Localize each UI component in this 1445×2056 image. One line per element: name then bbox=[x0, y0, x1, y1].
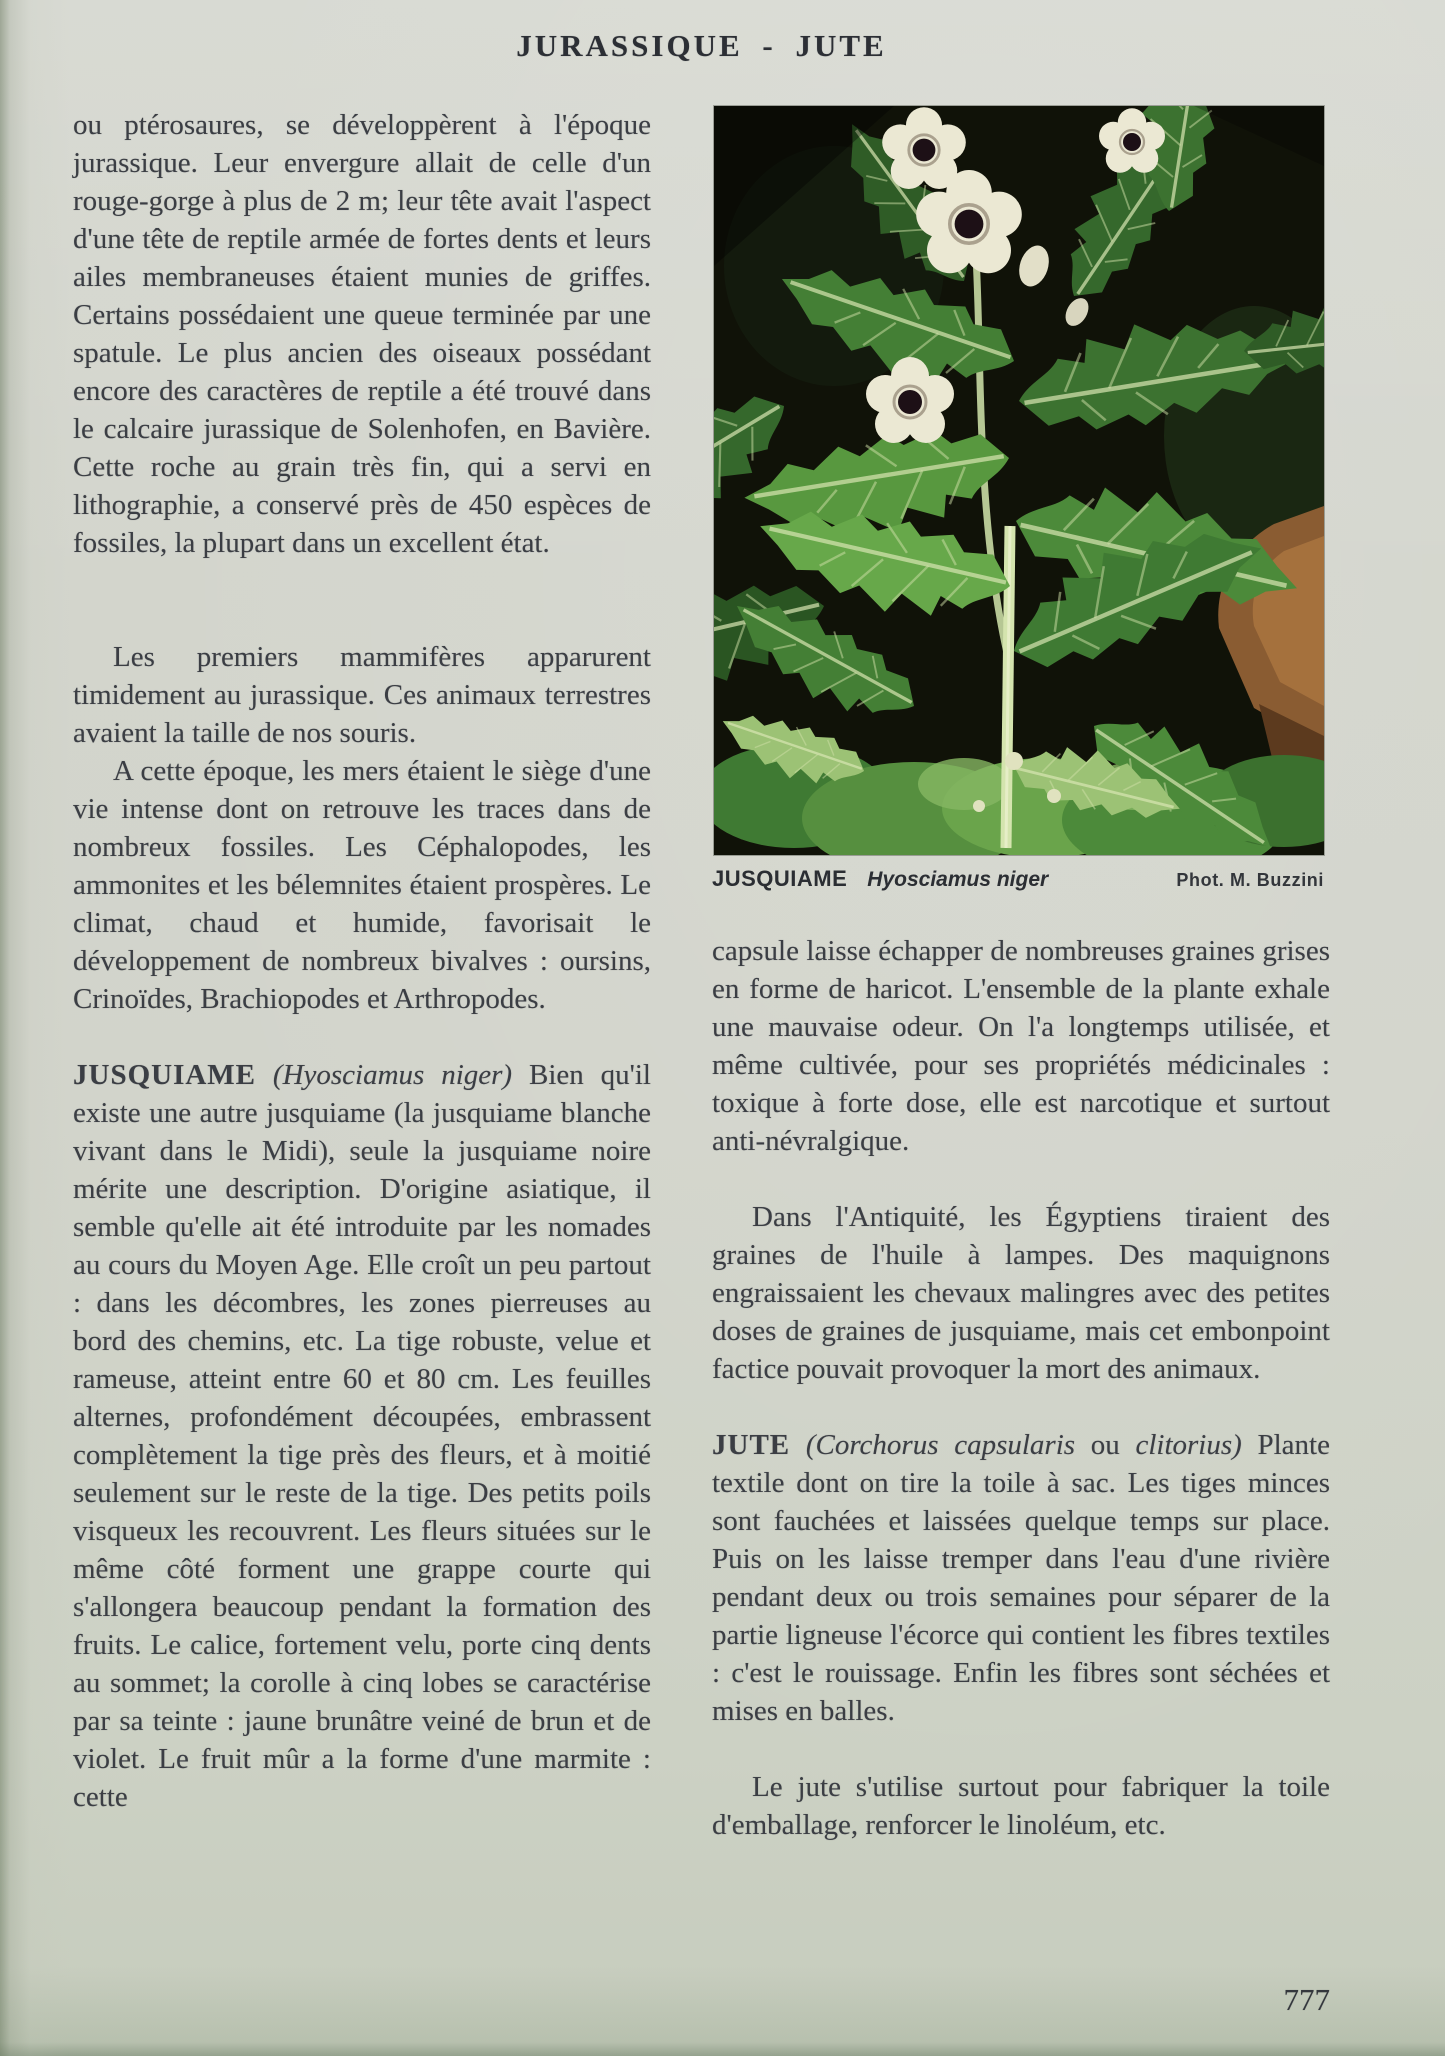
photo-caption-title bbox=[712, 866, 1048, 892]
henbane-plant-illustration bbox=[714, 106, 1324, 855]
jusquiame-entry-text: Bien qu'il existe une autre jusquiame (la jusquiame blanche vivant dans le Midi), seule la jusquiame noire mérite une description. D'origine asiatique, il semble qu'elle ait été introduite par les nomades au cours du Moyen Age. Elle croît un peu partout : dans les décombres, les zones pierreuses au bord des chemins, etc. La tige robuste, velue et rameuse, atteint entre 60 et 80 cm. Les feuilles alternes, profondément découpées, embrassent complètement la tige près des fleurs, et à moitié seulement sur le reste de la tige. Des petits poils visqueux les recouvrent. Les fleurs situées sur le même côté forment une grappe courte qui s'allongera beaucoup pendant la formation des fruits. Le calice, fortement velu, porte cinq dents au sommet; la corolle à cinq lobes se caractérise par sa teinte : jaune brunâtre veiné de brun et de violet. Le fruit mûr a la forme d'une marmite : cette bbox=[73, 1059, 651, 1813]
jusquiame-entry-latin: (Hyosciamus niger) bbox=[272, 1059, 513, 1091]
jute-entry-latin-a: (Corchorus capsularis bbox=[805, 1429, 1076, 1461]
jurassique-paragraph-3: A cette époque, les mers étaient le siège d'une vie intense dont on retrouve les traces dans de nombreux fossiles. Les Céphalopodes, les ammonites et les bélemnites étaient prospères. Le climat, chaud et humide, favorisait le développement de nombreux bivalves : oursins, Crinoïdes, Brachiopodes et Arthropodes. bbox=[73, 755, 651, 1015]
jusquiame-continuation-paragraph-2: Dans l'Antiquité, les Égyptiens tiraient des graines de l'huile à lampes. Des maquignons engraissaient les chevaux malingres avec des petites doses de graines de jusquiame, mais cet embonpoint factice pouvait provoquer la mort des animaux. bbox=[712, 1201, 1330, 1385]
page-header: JURASSIQUE - JUTE bbox=[516, 28, 887, 63]
henbane-plant-photo bbox=[714, 106, 1324, 855]
jurassique-paragraph-1: ou ptérosaures, se développèrent à l'époque jurassique. Leur envergure allait de celle d'un rouge-gorge à plus de 2 m; leur tête avait l'aspect d'une tête de reptile armée de fortes dents et leurs ailes membraneuses étaient munies de griffes. Certains possédaient une queue terminée par une spatule. Le plus ancien des oiseaux possédant encore des caractères de reptile a été trouvé dans le calcaire jurassique de Solenhofen, en Bavière. Cette roche au grain très fin, qui a servi en lithographie, a conservé près de 450 espèces de fossiles, la plupart dans un excellent état. bbox=[73, 109, 651, 559]
jute-entry-conjunction: ou bbox=[1090, 1429, 1120, 1461]
jute-entry-latin-b: clitorius) bbox=[1135, 1429, 1242, 1461]
photo-credit: Phot. M. Buzzini bbox=[1176, 870, 1324, 890]
page-number: 777 bbox=[1283, 1982, 1330, 2017]
photo-caption-term: JUSQUIAME bbox=[712, 866, 848, 891]
jusquiame-entry bbox=[73, 1056, 651, 1892]
left-column bbox=[73, 106, 651, 1892]
jurassique-paragraph-2: Les premiers mammifères apparurent timidement au jurassique. Ces animaux terrestres avaient la taille de nos souris. bbox=[73, 641, 651, 749]
jusquiame-continuation-paragraph-1: capsule laisse échapper de nombreuses graines grises en forme de haricot. L'ensemble de la plante exhale une mauvaise odeur. On l'a longtemps utilisée, et même cultivée, pour ses propriétés médicinales : toxique à forte dose, elle est narcotique et surtout anti-névralgique. bbox=[712, 935, 1330, 1157]
jusquiame-entry-term: JUSQUIAME bbox=[73, 1059, 257, 1091]
photo-caption-latin: Hyosciamus niger bbox=[867, 868, 1049, 891]
photo-caption bbox=[712, 866, 1324, 892]
jute-entry-text: Plante textile dont on tire la toile à sac. Les tiges minces sont fauchées et laissées quelque temps sur place. Puis on les laisse tremper dans l'eau d'une rivière pendant deux ou trois semaines pour séparer de la partie ligneuse l'écorce qui contient les fibres textiles : c'est le rouissage. Enfin les fibres sont séchées et mises en balles. bbox=[712, 1429, 1330, 1727]
right-column bbox=[712, 932, 1330, 1882]
jute-entry-term: JUTE bbox=[712, 1429, 791, 1461]
jute-paragraph-2: Le jute s'utilise surtout pour fabriquer la toile d'emballage, renforcer le linoléum, etc. bbox=[712, 1771, 1330, 1841]
jute-entry bbox=[712, 1426, 1330, 1768]
